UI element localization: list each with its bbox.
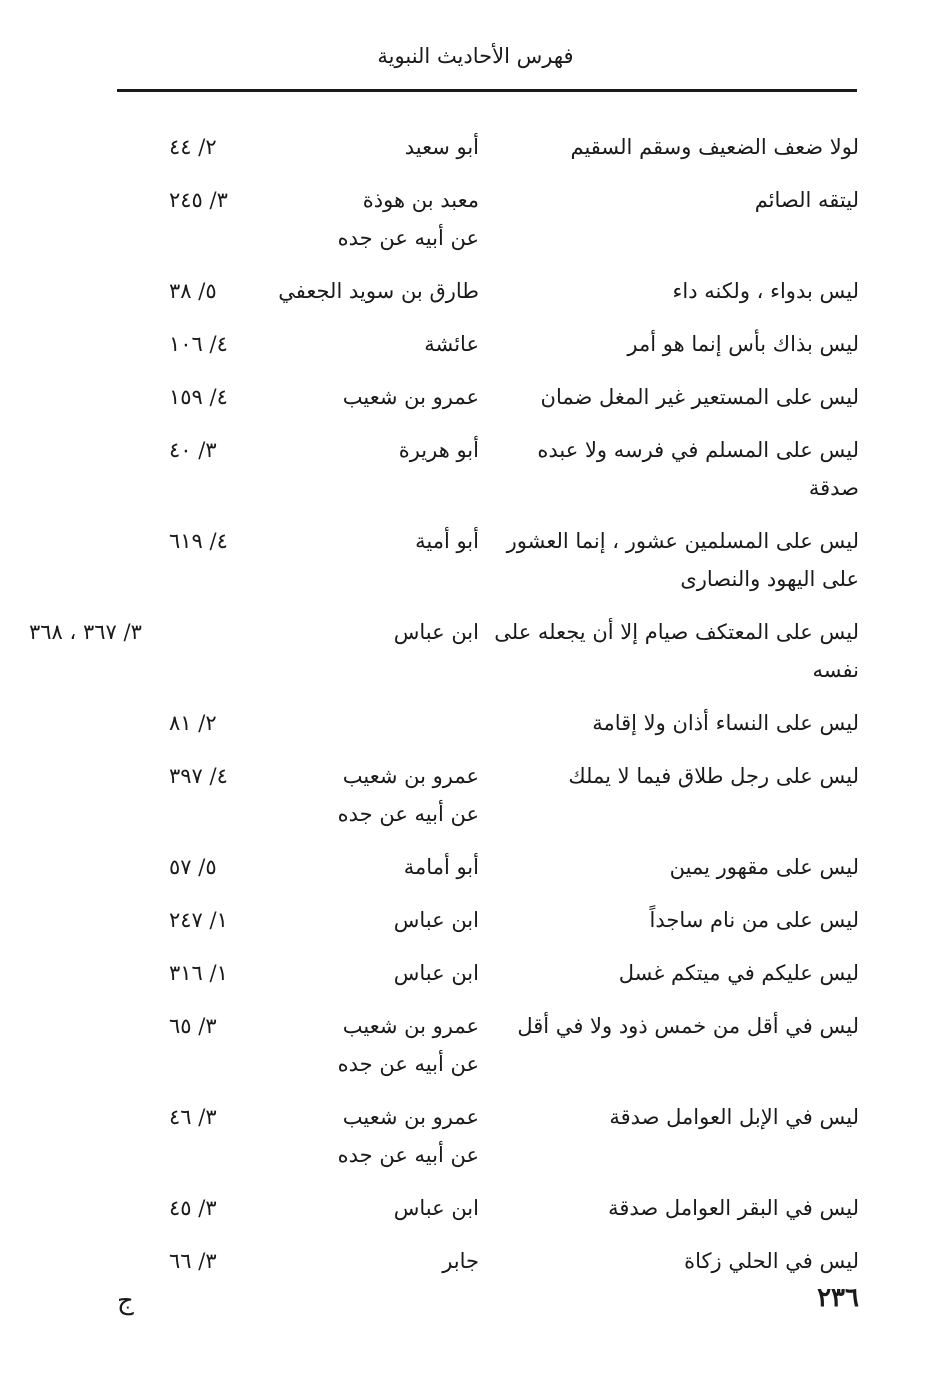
hadith-text: لولا ضعف الضعيف وسقم السقيم (570, 135, 859, 159)
narrator-line: ابن عباس (393, 961, 479, 985)
narrator (309, 1007, 479, 1083)
narrator-line: ابن عباس (393, 1196, 479, 1220)
narrator-line: عائشة (424, 332, 479, 356)
narrator-line: عن أبيه عن جده (337, 226, 479, 250)
narrator (309, 325, 479, 363)
volume-page-reference: ٣/ ٣٦٧ ، ٣٦٨ (29, 620, 142, 644)
hadith-text: ليس بذاك بأس إنما هو أمر (627, 332, 859, 356)
index-entry (29, 848, 859, 886)
narrator (309, 431, 479, 507)
narrator-line: عمرو بن شعيب (342, 1014, 479, 1038)
hadith-text: ليس على من نام ساجداً (649, 908, 859, 932)
narrator (309, 181, 479, 257)
narrator (309, 1189, 479, 1227)
narrator-line: أبو هريرة (398, 438, 479, 462)
hadith-text: ليس في الحلي زكاة (684, 1249, 859, 1273)
hadith-text: ليس في البقر العوامل صدقة (608, 1196, 859, 1220)
narrator (309, 757, 479, 833)
index-entry (29, 1007, 859, 1083)
narrator-line: عن أبيه عن جده (337, 1052, 479, 1076)
volume-page-reference: ٣/ ٤٦ (169, 1105, 217, 1129)
narrator-line: معبد بن هوذة (362, 188, 479, 212)
volume-page-reference: ٣/ ٦٦ (169, 1249, 217, 1273)
volume-page-reference: ١/ ٢٤٧ (169, 908, 228, 932)
volume-page-reference: ٤/ ٣٩٧ (169, 764, 228, 788)
narrator-line: عمرو بن شعيب (342, 764, 479, 788)
volume-page-reference: ١/ ٣١٦ (169, 961, 228, 985)
index-entry (29, 901, 859, 939)
hadith-text: ليس على مقهور يمين (669, 855, 859, 879)
page-header-title: فهرس الأحاديث النبوية (377, 44, 574, 68)
volume-page-reference: ٤/ ١٠٦ (169, 332, 228, 356)
narrator-line: عن أبيه عن جده (337, 802, 479, 826)
volume-page-reference: ٢/ ٤٤ (169, 135, 217, 159)
narrator (309, 613, 479, 689)
hadith-text: ليس في الإبل العوامل صدقة (609, 1105, 859, 1129)
index-entry (29, 272, 859, 310)
hadith-text: ليس على المسلمين عشور ، إنما العشور على اليهود والنصارى (506, 529, 859, 591)
hadith-text: ليتقه الصائم (754, 188, 859, 212)
index-entry (29, 757, 859, 833)
volume-page-reference: ٣/ ٤٥ (169, 1196, 217, 1220)
index-entry (29, 522, 859, 598)
narrator (309, 848, 479, 886)
index-entry (29, 1242, 859, 1280)
index-entry (29, 128, 859, 166)
narrator-line: عن أبيه عن جده (337, 1143, 479, 1167)
narrator-line: ابن عباس (393, 908, 479, 932)
narrator-line: أبو أمامة (403, 855, 479, 879)
index-entry (29, 378, 859, 416)
narrator (309, 522, 479, 598)
hadith-text: ليس على المستعير غير المغل ضمان (540, 385, 859, 409)
narrator-line: عمرو بن شعيب (342, 385, 479, 409)
narrator-line: أبو أمية (415, 529, 479, 553)
index-entry (29, 613, 859, 689)
volume-page-reference: ٣/ ٦٥ (169, 1014, 217, 1038)
narrator (309, 901, 479, 939)
narrator-line: ابن عباس (393, 620, 479, 644)
hadith-text: ليس بدواء ، ولكنه داء (672, 279, 859, 303)
volume-page-reference: ٢/ ٨١ (169, 711, 217, 735)
volume-page-reference: ٥/ ٣٨ (169, 279, 217, 303)
hadith-text: ليس عليكم في ميتكم غسل (618, 961, 859, 985)
index-entry (29, 1189, 859, 1227)
narrator-line: أبو سعيد (404, 135, 479, 159)
narrator (309, 954, 479, 992)
hadith-text: ليس على رجل طلاق فيما لا يملك (568, 764, 859, 788)
hadith-text: ليس على المسلم في فرسه ولا عبده صدقة (537, 438, 859, 500)
index-entry (29, 954, 859, 992)
narrator (278, 272, 479, 310)
volume-page-reference: ٥/ ٥٧ (169, 855, 217, 879)
index-entry (29, 431, 859, 507)
hadith-text: ليس على النساء أذان ولا إقامة (592, 711, 859, 735)
hadith-index-list (29, 128, 859, 1295)
narrator-line: طارق بن سويد الجعفي (278, 279, 479, 303)
page-number: ٢٣٦ (817, 1283, 859, 1313)
narrator-line: عمرو بن شعيب (342, 1105, 479, 1129)
header-rule (117, 89, 857, 92)
hadith-text: ليس على المعتكف صيام إلا أن يجعله على نفسه (494, 620, 859, 682)
narrator (309, 128, 479, 166)
narrator-line: جابر (442, 1249, 479, 1273)
hadith-text: ليس في أقل من خمس ذود ولا في أقل (517, 1014, 859, 1038)
narrator (309, 378, 479, 416)
volume-page-reference: ٤/ ١٥٩ (169, 385, 228, 409)
narrator (309, 1242, 479, 1280)
signature-letter: ج (117, 1286, 134, 1316)
volume-page-reference: ٤/ ٦١٩ (169, 529, 228, 553)
volume-page-reference: ٣/ ٢٤٥ (169, 188, 228, 212)
index-entry (29, 704, 859, 742)
index-entry (29, 1098, 859, 1174)
index-entry (29, 325, 859, 363)
narrator (309, 704, 479, 742)
index-entry (29, 181, 859, 257)
narrator (309, 1098, 479, 1174)
volume-page-reference: ٣/ ٤٠ (169, 438, 217, 462)
